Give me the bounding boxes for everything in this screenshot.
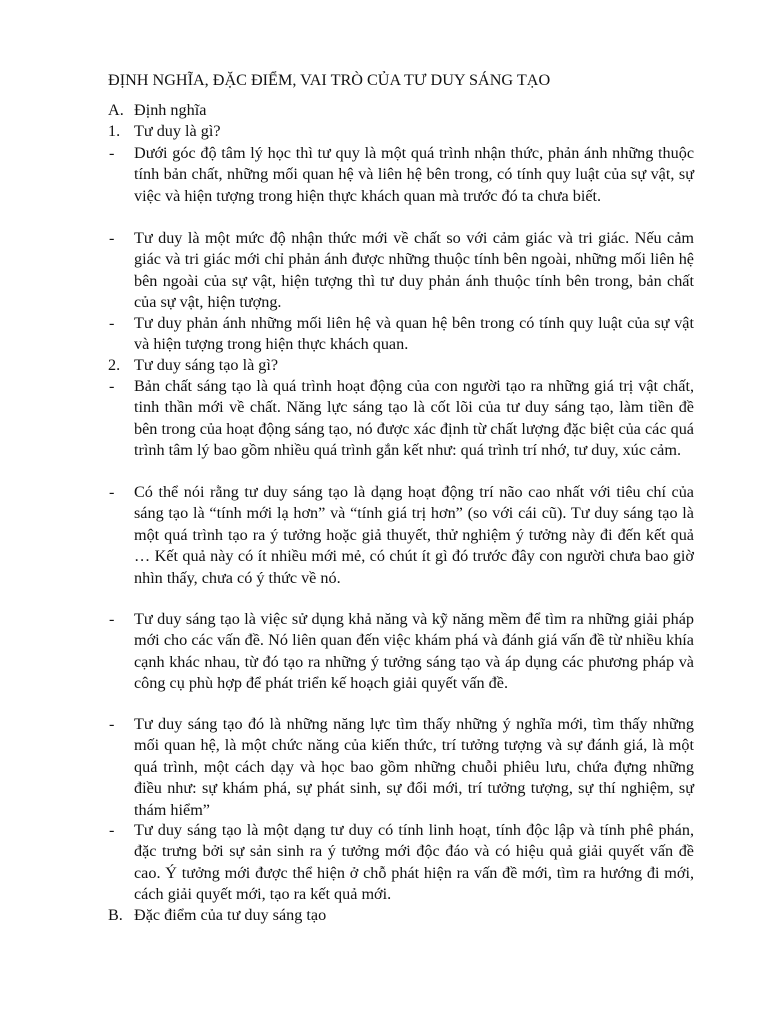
- bullet-dash: -: [109, 229, 115, 247]
- question-2: [108, 355, 694, 376]
- section-a-marker: A.: [108, 101, 124, 119]
- section-b-marker: B.: [108, 906, 123, 924]
- list-item: [109, 313, 694, 356]
- bullet-dash: -: [109, 144, 115, 162]
- list-item-text: Có thể nói rằng tư duy sáng tạo là dạng hoạt động trí não cao nhất với tiêu chí của sáng tạo là “tính mới lạ hơn” và “tính giá trị hơn” (so với cái cũ). Tư duy sáng tạo là một quá trình tạo ra ý tưởng hoặc giả thuyết, thử nghiệm ý tưởng này đi đến kết quả … Kết quả này có ít nhiều mới mẻ, có chút ít gì đó trước đây con người chưa bao giờ nhìn thấy, chưa có ý thức về nó.: [134, 483, 694, 587]
- list-item: [109, 482, 694, 589]
- bullet-dash: -: [109, 483, 115, 501]
- list-item: [109, 143, 694, 207]
- list-item: [109, 376, 694, 462]
- list-item: [109, 609, 694, 695]
- bullet-dash: -: [109, 715, 115, 733]
- list-item-text: Tư duy sáng tạo là việc sử dụng khả năng và kỹ năng mềm để tìm ra những giải pháp mới cho các vấn đề. Nó liên quan đến việc khám phá và đánh giá vấn đề từ nhiều khía cạnh khác nhau, từ đó tạo ra những ý tưởng sáng tạo và áp dụng các phương pháp và công cụ phù hợp để phát triển kế hoạch giải quyết vấn đề.: [134, 610, 694, 693]
- list-item-text: Tư duy sáng tạo là một dạng tư duy có tính linh hoạt, tính độc lập và tính phê phán, đặc trưng bởi sự sản sinh ra ý tưởng mới độc đáo và có hiệu quả giải quyết vấn đề cao. Ý tưởng mới được thể hiện ở chỗ phát hiện ra vấn đề mới, tìm ra hướng đi mới, cách giải quyết mới, tạo ra kết quả mới.: [134, 821, 694, 904]
- bullet-dash: -: [109, 377, 115, 395]
- list-item-text: Tư duy là một mức độ nhận thức mới về chất so với cảm giác và tri giác. Nếu cảm giác và tri giác mới chỉ phản ánh được những thuộc tính bên ngoài, những mối liên hệ bên ngoài của sự vật, hiện tượng thì tư duy phản ánh thuộc tính bên trong, bản chất của sự vật, hiện tượng.: [134, 229, 694, 312]
- bullet-dash: -: [109, 314, 115, 332]
- list-item-text: Bản chất sáng tạo là quá trình hoạt động của con người tạo ra những giá trị vật chất, tinh thần mới về chất. Năng lực sáng tạo là cốt lõi của tư duy sáng tạo, làm tiền đề bên trong của hoạt động sáng tạo, nó được xác định từ chất lượng đặc biệt của các quá trình tâm lý bao gồm nhiều quá trình gắn kết như: quá trình trí nhớ, tư duy, xúc cảm.: [134, 377, 694, 460]
- list-item-text: Dưới góc độ tâm lý học thì tư quy là một quá trình nhận thức, phản ánh những thuộc tính bản chất, những mối quan hệ và liên hệ bên trong, có tính quy luật của sự vật, sự việc và hiện tượng trong hiện thực khách quan mà trước đó ta chưa biết.: [134, 144, 694, 205]
- question-1-marker: 1.: [108, 122, 121, 140]
- question-1-text: Tư duy là gì?: [134, 122, 221, 140]
- document-title: ĐỊNH NGHĨA, ĐẶC ĐIỂM, VAI TRÒ CỦA TƯ DUY SÁNG TẠO: [108, 71, 551, 89]
- section-a-heading: [108, 100, 694, 121]
- list-item: [109, 714, 694, 821]
- section-b-heading-text: Đặc điểm của tư duy sáng tạo: [134, 906, 327, 924]
- list-item-text: Tư duy sáng tạo đó là những năng lực tìm thấy những ý nghĩa mới, tìm thấy những mối quan hệ, là một chức năng của kiến thức, trí tưởng tượng và sự đánh giá, là một quá trình, một cách dạy và học bao gồm những chuỗi phiêu lưu, chứa đựng những điều như: sự khám phá, sự phát sinh, sự đổi mới, trí tưởng tượng, sự thí nghiệm, sự thám hiểm”: [134, 715, 694, 819]
- question-2-text: Tư duy sáng tạo là gì?: [134, 356, 279, 374]
- question-2-marker: 2.: [108, 356, 121, 374]
- list-item: [109, 228, 694, 314]
- list-item: [109, 820, 694, 906]
- bullet-dash: -: [109, 821, 115, 839]
- section-b-heading: [108, 905, 694, 926]
- section-a-heading-text: Định nghĩa: [134, 101, 207, 119]
- bullet-dash: -: [109, 610, 115, 628]
- question-1: [108, 121, 694, 142]
- list-item-text: Tư duy phản ánh những mối liên hệ và quan hệ bên trong có tính quy luật của sự vật và hiện tượng trong hiện thực khách quan.: [134, 314, 694, 354]
